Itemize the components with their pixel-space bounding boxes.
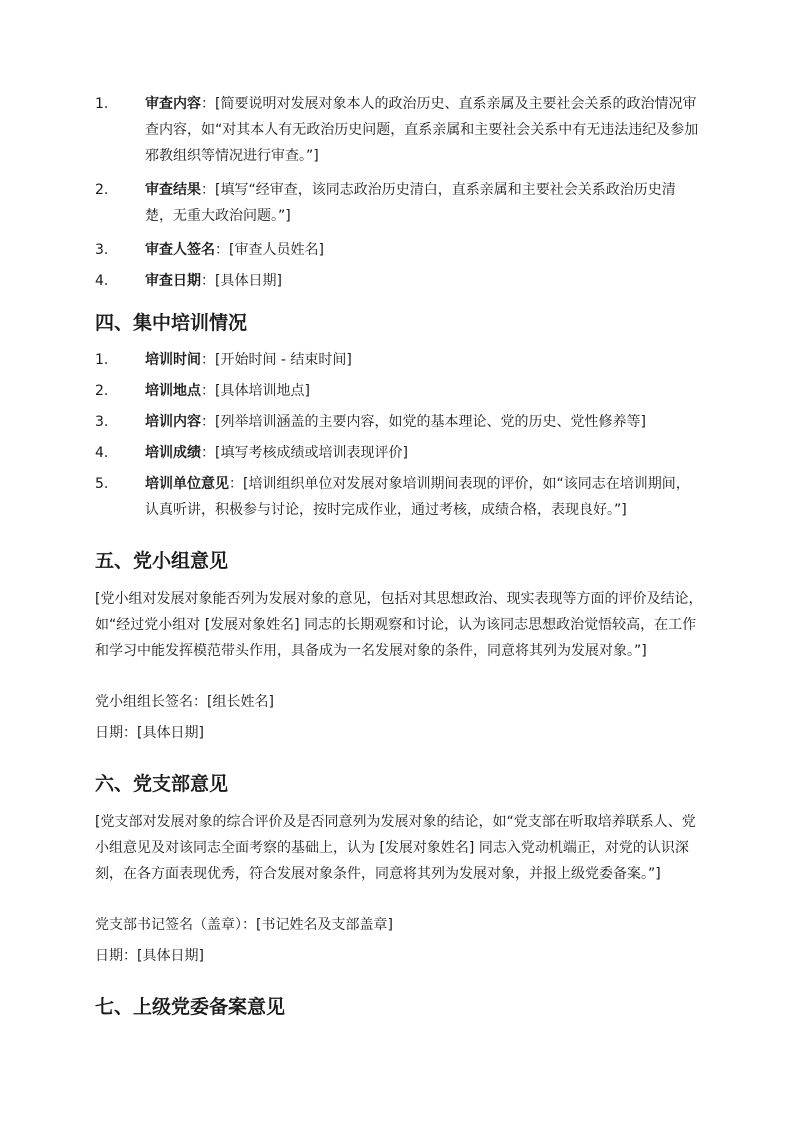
list-number: 4.	[95, 445, 109, 461]
item-separator: ：	[201, 273, 215, 289]
item-separator: ：	[215, 242, 229, 258]
item-text: [简要说明对发展对象本人的政治历史、直系亲属及主要社会关系的政治情况审查内容，如“对其本人有无政治历史问题，直系亲属和主要社会关系中有无违法违纪及参加邪教组织等情况进行审查。”]	[145, 96, 699, 164]
list-number: 1.	[95, 352, 109, 368]
signature-line: 党小组组长签名：[组长姓名]	[95, 694, 274, 710]
date-line: 日期：[具体日期]	[95, 725, 204, 741]
item-text: [列举培训涵盖的主要内容，如党的基本理论、党的历史、党性修养等]	[215, 414, 646, 430]
list-number: 2.	[95, 182, 109, 198]
paragraph: [党支部对发展对象的综合评价及是否同意列为发展对象的结论，如“党支部在听取培养联系人、党小组意见及对该同志全面考察的基础上，认为 [发展对象姓名] 同志入党动机端正，对党的认识深刻，在各方面表现优秀，符合发展对象条件，同意将其列为发展对象，并报上级党委备案。”]	[95, 814, 696, 882]
item-text: [具体日期]	[215, 273, 282, 289]
section-heading: 七、上级党委备案意见	[95, 996, 286, 1018]
item-separator: ：	[201, 414, 215, 430]
item-separator: ：	[201, 352, 215, 368]
item-text: [填写考核成绩或培训表现评价]	[215, 445, 408, 461]
item-separator: ：	[229, 476, 243, 492]
review-list	[0, 91, 794, 294]
list-number: 3.	[95, 242, 109, 258]
item-label: 培训成绩	[145, 445, 201, 461]
list-item	[0, 440, 794, 466]
list-item	[0, 268, 794, 294]
list-item	[0, 409, 794, 435]
list-item	[0, 378, 794, 404]
list-item	[0, 471, 794, 523]
list-number: 5.	[95, 476, 109, 492]
item-label: 审查结果	[145, 182, 201, 198]
list-item	[0, 91, 794, 169]
signature-line: 党支部书记签名（盖章）：[书记姓名及支部盖章]	[95, 917, 393, 933]
list-item	[0, 237, 794, 263]
date-line: 日期：[具体日期]	[95, 948, 204, 964]
item-separator: ：	[201, 182, 215, 198]
item-label: 审查人签名	[145, 242, 215, 258]
section-heading: 五、党小组意见	[95, 550, 229, 572]
section-heading: 六、党支部意见	[95, 773, 229, 795]
paragraph: [党小组对发展对象能否列为发展对象的意见，包括对其思想政治、现实表现等方面的评价及结论，如“经过党小组对 [发展对象姓名] 同志的长期观察和讨论，认为该同志思想政治觉悟较高，在工作和学习中能发挥模范带头作用，具备成为一名发展对象的条件，同意将其列为发展对象。”]	[95, 591, 703, 659]
list-item	[0, 347, 794, 373]
list-number: 1.	[95, 96, 109, 112]
list-number: 2.	[95, 383, 109, 399]
item-text: [审查人员姓名]	[229, 242, 324, 258]
item-text: [具体培训地点]	[215, 383, 310, 399]
item-label: 培训单位意见	[145, 476, 229, 492]
item-text: [培训组织单位对发展对象培训期间表现的评价，如“该同志在培训期间，认真听讲，积极参与讨论，按时完成作业，通过考核，成绩合格，表现良好。”]	[145, 476, 690, 518]
item-separator: ：	[201, 445, 215, 461]
list-item	[0, 177, 794, 229]
item-separator: ：	[201, 96, 215, 112]
item-label: 审查内容	[145, 96, 201, 112]
item-text: [填写“经审查，该同志政治历史清白，直系亲属和主要社会关系政治历史清楚，无重大政治问题。”]	[145, 182, 676, 224]
item-label: 审查日期	[145, 273, 201, 289]
item-text: [开始时间 - 结束时间]	[215, 352, 352, 368]
item-label: 培训地点	[145, 383, 201, 399]
item-separator: ：	[201, 383, 215, 399]
item-label: 培训时间	[145, 352, 201, 368]
section-heading: 四、集中培训情况	[95, 312, 248, 334]
list-number: 3.	[95, 414, 109, 430]
training-list	[0, 347, 794, 523]
list-number: 4.	[95, 273, 109, 289]
item-label: 培训内容	[145, 414, 201, 430]
